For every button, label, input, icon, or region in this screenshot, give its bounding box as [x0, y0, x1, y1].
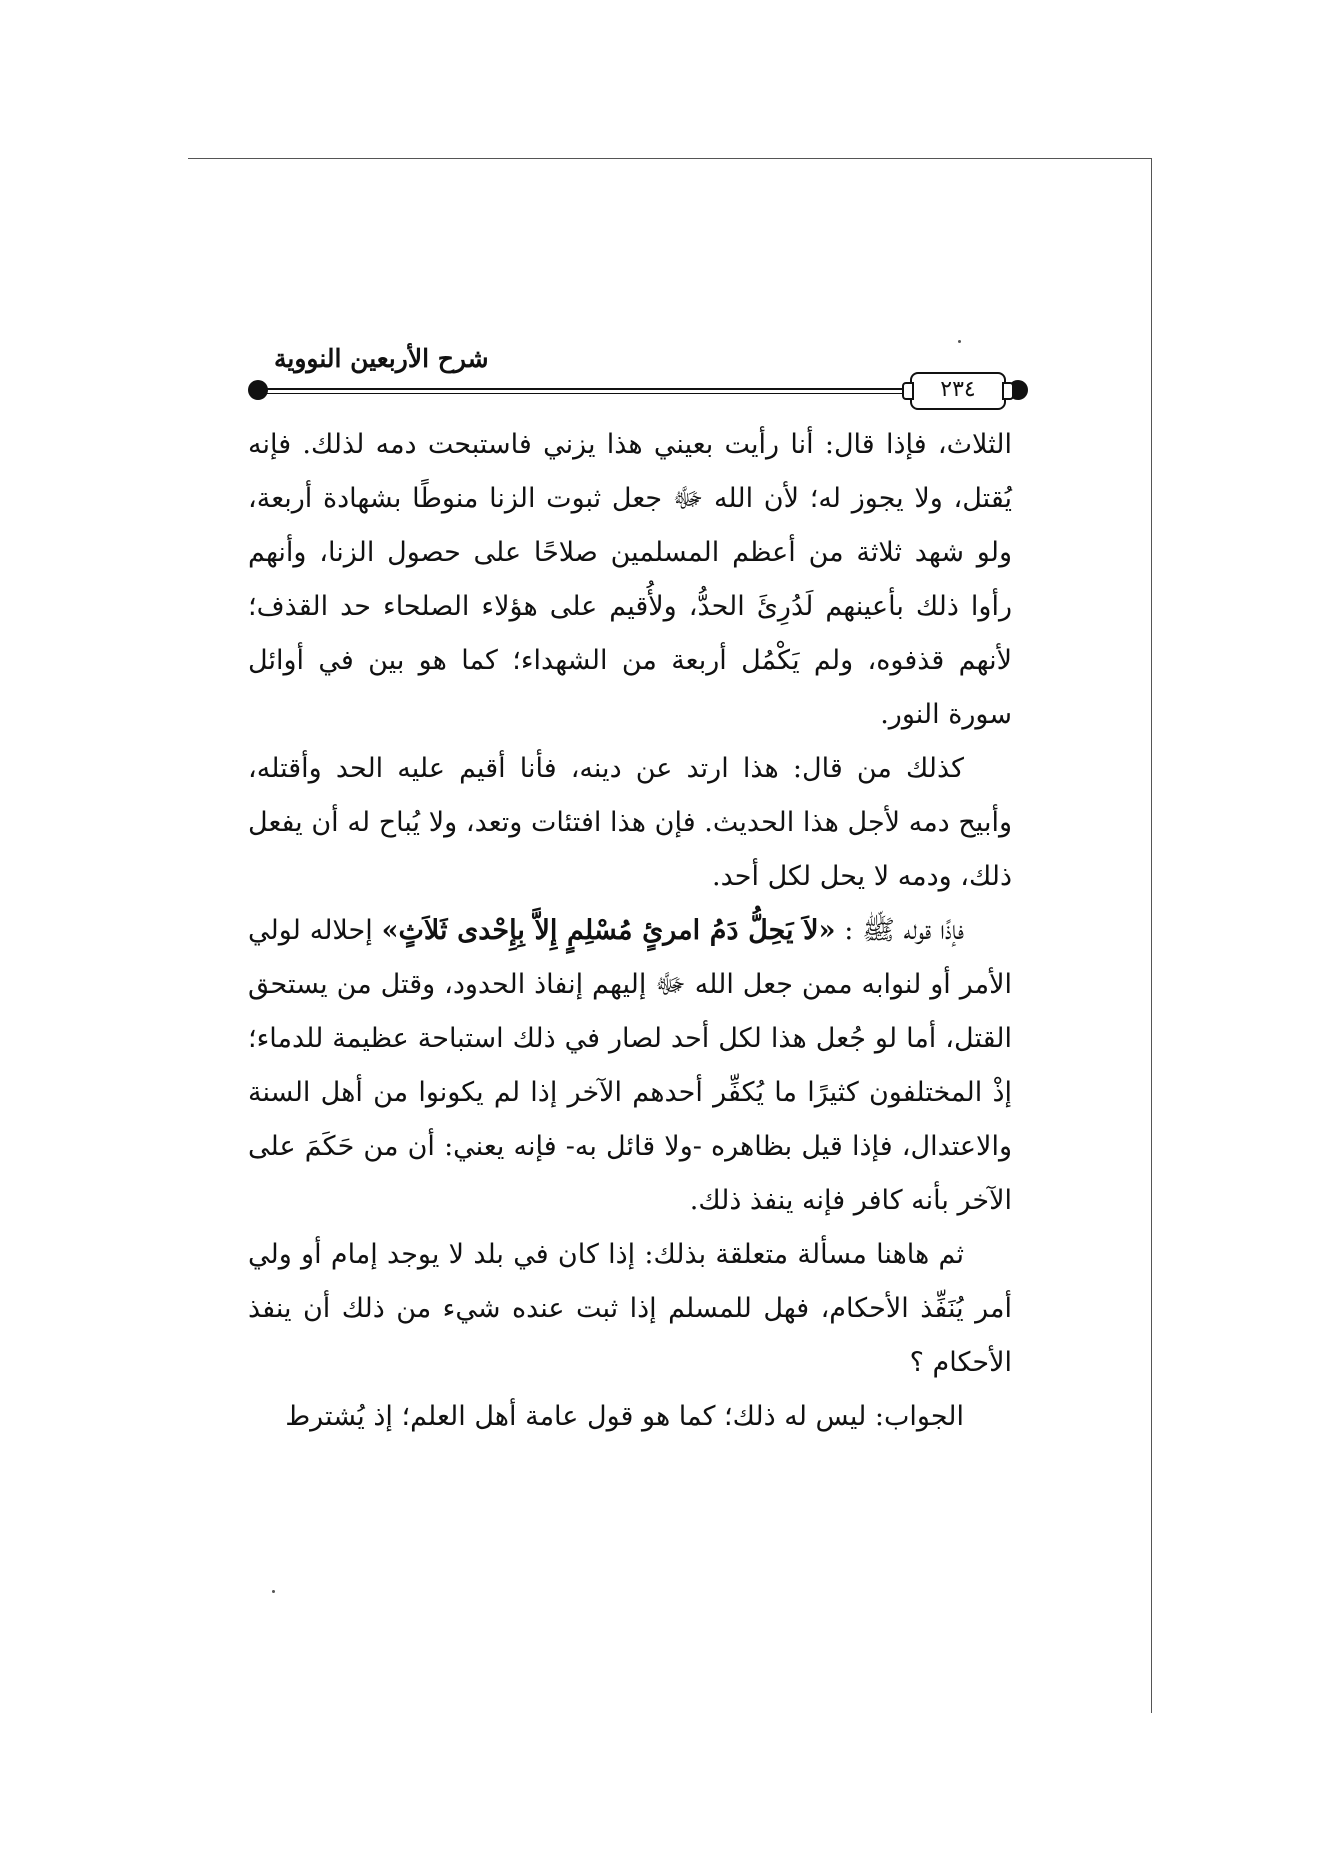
- paragraph-5: الجواب: ليس له ذلك؛ كما هو قول عامة أهل العلم؛ إذ يُشترط: [285, 1401, 964, 1432]
- speck: [958, 340, 961, 343]
- running-header: [248, 344, 1028, 404]
- header-ornament-left: [248, 380, 268, 400]
- crop-mark-right: [1151, 158, 1152, 1713]
- page-number-frame: [910, 372, 1006, 410]
- speck: [272, 1590, 275, 1593]
- hadith-quote: «لاَ يَحِلُّ دَمُ امرئٍ مُسْلِمٍ إِلاَّ بِإِحْدى ثَلاَثٍ»: [381, 915, 836, 946]
- paragraph-1: الثلاث، فإذا قال: أنا رأيت بعيني هذا يزني فاستبحت دمه لذلك. فإنه يُقتل، ولا يجوز له؛ لأن الله ﷻ جعل ثبوت الزنا منوطًا بشهادة أربعة، ولو شهد ثلاثة من أعظم المسلمين صلاحًا على حصول الزنا، وأنهم رأوا ذلك بأعينهم لَدُرِئَ الحدُّ، ولأُقيم على هؤلاء الصلحاء حد القذف؛ لأنهم قذفوه، ولم يَكْمُل أربعة من الشهداء؛ كما هو بين في أوائل سورة النور.: [248, 429, 1012, 730]
- page-number: ٢٣٤: [940, 377, 976, 402]
- paragraph-3-lead: فإذًا قوله ﷺ :: [835, 915, 965, 946]
- crop-mark-top: [188, 158, 1152, 159]
- paragraph-4: ثم هاهنا مسألة متعلقة بذلك: إذا كان في بلد لا يوجد إمام أو ولي أمر يُنَفِّذ الأحكام، فهل للمسلم إذا ثبت عنده شيء من ذلك أن ينفذ الأحكام ؟: [248, 1239, 1012, 1378]
- paragraph-2: كذلك من قال: هذا ارتد عن دينه، فأنا أقيم عليه الحد وأقتله، وأبيح دمه لأجل هذا الحديث. فإن هذا افتئات وتعد، ولا يُباح له أن يفعل ذلك، ودمه لا يحل لكل أحد.: [248, 753, 1012, 892]
- paragraph-3: [248, 904, 1012, 1228]
- body-text: [248, 418, 1012, 1444]
- paragraph-3-text: إحلاله لولي الأمر أو لنوابه ممن جعل الله ﷻ إليهم إنفاذ الحدود، وقتل من يستحق القتل، أما لو جُعل هذا لكل أحد لصار في ذلك استباحة عظيمة للدماء؛ إذْ المختلفون كثيرًا ما يُكفِّر أحدهم الآخر إذا لم يكونوا من أهل السنة والاعتدال، فإذا قيل بظاهره -ولا قائل به- فإنه يعني: أن من حَكَمَ على الآخر بأنه كافر فإنه ينفذ ذلك.: [248, 915, 1012, 1216]
- book-title: شرح الأربعين النووية: [274, 344, 489, 373]
